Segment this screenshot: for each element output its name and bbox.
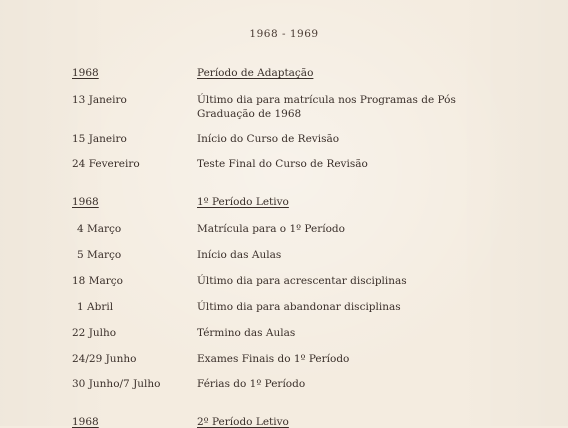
row-event: Teste Final do Curso de Revisão xyxy=(197,158,368,170)
row-event: Último dia para matrícula nos Programas de Pós Graduação de 1968 xyxy=(197,94,456,120)
row-date: 15 Janeiro xyxy=(72,133,127,145)
row-date: 24/29 Junho xyxy=(72,353,137,365)
section-year: 1968 xyxy=(72,67,99,79)
row-event: Exames Finais do 1º Período xyxy=(197,353,350,365)
row-date: 24 Fevereiro xyxy=(72,158,140,170)
row-date: 22 Julho xyxy=(72,327,117,339)
row-date: 1 Abril xyxy=(77,301,114,313)
section-year: 1968 xyxy=(72,416,99,428)
row-event: Último dia para acrescentar disciplinas xyxy=(197,275,407,287)
row-event: Início das Aulas xyxy=(197,249,282,261)
row-date: 18 Março xyxy=(72,275,123,287)
row-date: 5 Março xyxy=(77,249,122,261)
section-title: 1º Período Letivo xyxy=(197,196,289,208)
row-event: Matrícula para o 1º Período xyxy=(197,223,345,235)
row-event: Término das Aulas xyxy=(197,327,296,339)
section-title: Período de Adaptação xyxy=(197,67,314,79)
section-title: 2º Período Letivo xyxy=(197,416,289,428)
row-date: 4 Março xyxy=(77,223,122,235)
row-event: Início do Curso de Revisão xyxy=(197,133,340,145)
row-event: Último dia para abandonar disciplinas xyxy=(197,301,401,313)
document-title: 1968 - 1969 xyxy=(249,28,319,40)
row-date: 13 Janeiro xyxy=(72,94,127,106)
row-event: Férias do 1º Período xyxy=(197,378,306,390)
section-year: 1968 xyxy=(72,196,99,208)
row-date: 30 Junho/7 Julho xyxy=(72,378,161,390)
